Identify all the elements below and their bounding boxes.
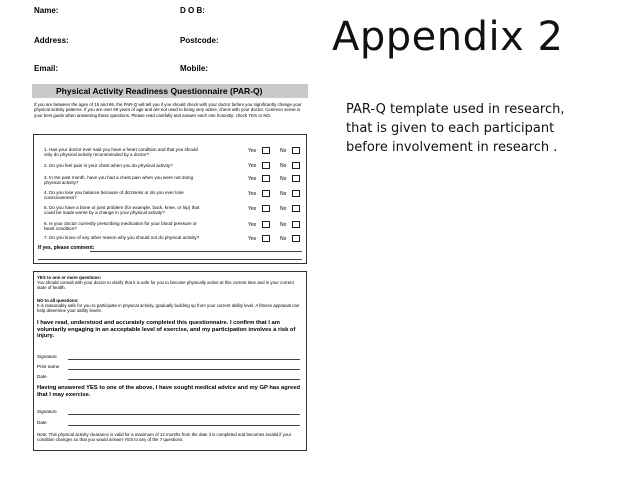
advice-text: Having answered YES to one of the above, I have sought medical advice and my GP has agreed that I may exercise. [37, 385, 300, 398]
yes-result-text: You should consult with your doctor to clarify that it is safe for you to become physically active at this current time and in your current state of health. [37, 280, 294, 291]
signature-line[interactable] [68, 359, 300, 360]
field-address-label: Address: [34, 36, 69, 45]
yes-result-heading: YES to one or more questions: [37, 275, 102, 280]
form-intro: If you are between the ages of 15 and 69, the PAR-Q will tell you if you should check with your doctor before you significantly change your physical activity patterns. If you are over 69 years of age and are not used to being very active, check with your doctor. Common sense is your best guide when answering these questions. Please read carefully and answer each one honestly: check YES or NO. [34, 102, 302, 118]
comment-line [90, 251, 302, 252]
print-name-label: Print name [37, 364, 60, 369]
yes-checkbox[interactable] [262, 190, 270, 197]
no-checkbox[interactable] [292, 147, 300, 154]
no-checkbox[interactable] [292, 162, 300, 169]
form-title: Physical Activity Readiness Questionnaire (PAR-Q) [32, 84, 308, 98]
yes-result [37, 275, 303, 291]
field-name-label: Name: [34, 6, 59, 15]
yes-label: Yes [248, 163, 257, 169]
questions-box [33, 134, 307, 264]
parq-form-image [30, 0, 310, 455]
declaration-box [33, 271, 307, 451]
field-mobile-label: Mobile: [180, 64, 208, 73]
no-result-heading: NO to all questions: [37, 298, 79, 303]
no-label: No [280, 191, 287, 197]
comment-label: If yes, please comment: [38, 245, 95, 251]
no-checkbox[interactable] [292, 205, 300, 212]
date-line[interactable] [68, 379, 300, 380]
yes-checkbox[interactable] [262, 147, 270, 154]
field-dob-label: D O B: [180, 6, 205, 15]
question-4: 4. Do you lose you balance because of dizziness or do you ever lose consciousness? [44, 190, 184, 201]
no-label: No [280, 176, 287, 182]
no-checkbox[interactable] [292, 235, 300, 242]
yes-label: Yes [248, 236, 257, 242]
yes-checkbox[interactable] [262, 175, 270, 182]
field-email-label: Email: [34, 64, 59, 73]
no-label: No [280, 163, 287, 169]
question-2: 2. Do you feel pain in your chest when you do physical activity? [44, 163, 173, 168]
declaration-text: I have read, understood and accurately completed this questionnaire. I confirm that I am voluntarily engaging in an acceptable level of exercise, and my participation involves a risk of injury. [37, 320, 296, 340]
signature-line[interactable] [68, 414, 300, 415]
field-postcode-label: Postcode: [180, 36, 219, 45]
yes-checkbox[interactable] [262, 235, 270, 242]
date-line[interactable] [68, 425, 300, 426]
question-6: 6. Is your doctor currently prescribing medication for your blood pressure or heart condition? [44, 221, 197, 232]
no-checkbox[interactable] [292, 221, 300, 228]
no-label: No [280, 236, 287, 242]
no-checkbox[interactable] [292, 175, 300, 182]
no-label: No [280, 206, 287, 212]
yes-label: Yes [248, 176, 257, 182]
question-1: 1. Has your doctor ever said you have a heart condition and that you should only do physical activity recommended by a doctor? [44, 147, 198, 158]
date-label: Date [37, 374, 47, 379]
signature-label: Signature [37, 409, 57, 414]
date-label: Date [37, 420, 47, 425]
no-result [37, 298, 303, 314]
yes-label: Yes [248, 222, 257, 228]
no-label: No [280, 222, 287, 228]
yes-checkbox[interactable] [262, 221, 270, 228]
slide-caption: PAR-Q template used in research, that is given to each participant before involvement in research . [346, 102, 565, 155]
question-7: 7. Do you know of any other reason why you should not do physical activity? [44, 235, 200, 240]
yes-label: Yes [248, 206, 257, 212]
question-5: 5. Do you have a bone or joint problem (for example, back, knee, or hip) that could be made worse by a change in your physical activity? [44, 205, 200, 216]
signature-label: Signature [37, 354, 57, 359]
no-result-text: It is reasonably safe for you to participate in physical activity, gradually building up from your current ability level. A fitness appraisal can help determine your ability levels. [37, 303, 300, 314]
yes-checkbox[interactable] [262, 205, 270, 212]
print-name-line[interactable] [68, 369, 300, 370]
no-checkbox[interactable] [292, 190, 300, 197]
yes-label: Yes [248, 148, 257, 154]
yes-label: Yes [248, 191, 257, 197]
comment-line [38, 259, 302, 260]
yes-checkbox[interactable] [262, 162, 270, 169]
slide-title: Appendix 2 [332, 14, 564, 60]
no-label: No [280, 148, 287, 154]
validity-note: Note: This physical activity clearance is valid for a maximum of 12 months from the date it is completed and becomes invalid if your condition changes so that you would answer YES to any of the 7 questions. [37, 432, 292, 443]
question-3: 3. In the past month, have you had a chest pain when you were not doing physical activity? [44, 175, 194, 186]
